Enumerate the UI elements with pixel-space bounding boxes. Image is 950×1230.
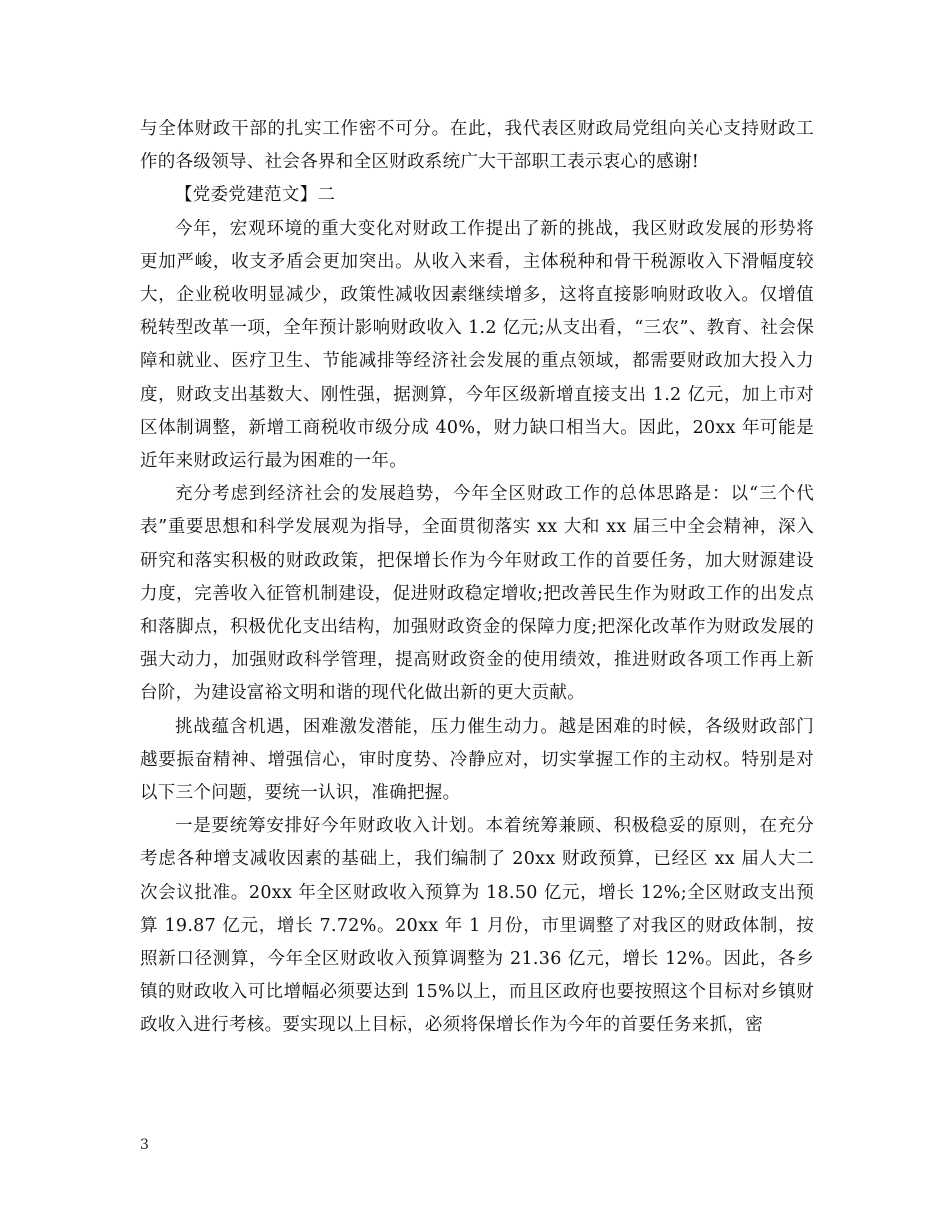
section-heading: 【党委党建范文】二	[175, 185, 336, 206]
paragraph-1: 与全体财政干部的扎实工作密不可分。在此，我代表区财政局党组向关心支持财政工作的各级领导、社会各界和全区财政系统广大干部职工表示衷心的感谢!	[140, 119, 814, 173]
page-number: 3	[140, 1137, 149, 1153]
paragraph-4: 挑战蕴含机遇，困难激发潜能，压力催生动力。越是困难的时候，各级财政部门越要振奋精神、增强信心，审时度势、冷静应对，切实掌握工作的主动权。特别是对以下三个问题，要统一认识，准确把握。	[140, 716, 814, 804]
paragraph-3: 充分考虑到经济社会的发展趋势，今年全区财政工作的总体思路是：以“三个代表”重要思想和科学发展观为指导，全面贯彻落实 xx 大和 xx 届三中全会精神，深入研究和落实积极的财政政策，把保增长作为今年财政工作的首要任务，加大财源建设力度，完善收入征管机制建设，促进财政稳定增收;把改善民生作为财政工作的出发点和落脚点，积极优化支出结构，加强财政资金的保障力度;把深化改革作为财政发展的强大动力，加强财政科学管理，提高财政资金的使用绩效，推进财政各项工作再上新台阶，为建设富裕文明和谐的现代化做出新的更大贡献。	[140, 484, 814, 704]
document-body	[140, 113, 814, 1043]
paragraph-5: 一是要统筹安排好今年财政收入计划。本着统筹兼顾、积极稳妥的原则，在充分考虑各种增支减收因素的基础上，我们编制了 20xx 财政预算，已经区 xx 届人大二次会议批准。20xx 年全区财政收入预算为 18.50 亿元，增长 12%;全区财政支出预算 19.87 亿元，增长 7.72%。20xx 年 1 月份，市里调整了对我区的财政体制，按照新口径测算，今年全区财政收入预算调整为 21.36 亿元，增长 12%。因此，各乡镇的财政收入可比增幅必须要达到 15%以上，而且区政府也要按照这个目标对乡镇财政收入进行考核。要实现以上目标，必须将保增长作为今年的首要任务来抓，密	[140, 816, 814, 1036]
paragraph-2: 今年，宏观环境的重大变化对财政工作提出了新的挑战，我区财政发展的形势将更加严峻，收支矛盾会更加突出。从收入来看，主体税种和骨干税源收入下滑幅度较大，企业税收明显减少，政策性减收因素继续增多，这将直接影响财政收入。仅增值税转型改革一项，全年预计影响财政收入 1.2 亿元;从支出看，“三农”、教育、社会保障和就业、医疗卫生、节能减排等经济社会发展的重点领域，都需要财政加大投入力度，财政支出基数大、刚性强，据测算，今年区级新增直接支出 1.2 亿元，加上市对区体制调整，新增工商税收市级分成 40%，财力缺口相当大。因此，20xx 年可能是近年来财政运行最为困难的一年。	[140, 218, 814, 472]
